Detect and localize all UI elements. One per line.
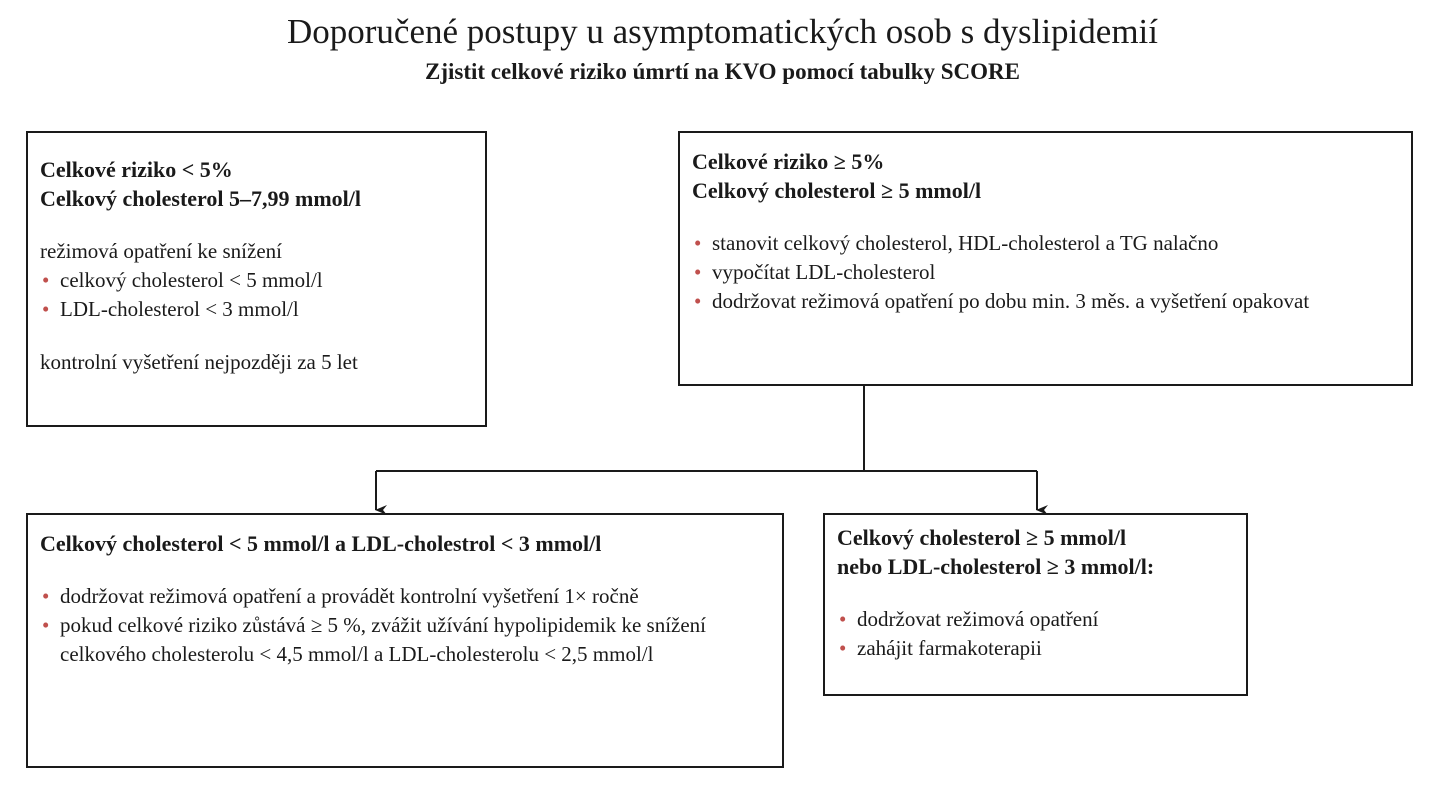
high-risk-heading-1: Celkové riziko ≥ 5% <box>692 149 885 174</box>
low-risk-bullets <box>40 266 475 324</box>
low-risk-intro: režimová opatření ke snížení <box>40 239 282 263</box>
target-not-met-bullets <box>837 605 1236 663</box>
list-item: • pokud celkové riziko zůstává ≥ 5 %, zvážit užívání hypolipidemik ke snížení celkového cholesterolu < 4,5 mmol/l a LDL-cholesterolu < 2,5 mmol/l <box>40 611 772 669</box>
list-item: • LDL-cholesterol < 3 mmol/l <box>40 295 475 324</box>
list-item: • celkový cholesterol < 5 mmol/l <box>40 266 475 295</box>
high-risk-heading-2: Celkový cholesterol ≥ 5 mmol/l <box>692 178 982 203</box>
target-not-met-heading-1: Celkový cholesterol ≥ 5 mmol/l <box>837 525 1127 550</box>
box-target-met <box>26 513 784 768</box>
low-risk-heading-1: Celkové riziko < 5% <box>40 157 233 182</box>
box-low-risk <box>26 131 487 427</box>
target-met-heading: Celkový cholesterol < 5 mmol/l a LDL-cholestrol < 3 mmol/l <box>40 531 602 556</box>
list-item: • vypočítat LDL-cholesterol <box>692 258 1401 287</box>
low-risk-footer: kontrolní vyšetření nejpozději za 5 let <box>40 350 358 374</box>
low-risk-heading-2: Celkový cholesterol 5–7,99 mmol/l <box>40 186 361 211</box>
box-high-risk <box>678 131 1413 386</box>
diagram-subtitle: Zjistit celkové riziko úmrtí na KVO pomocí tabulky SCORE <box>425 59 1020 84</box>
diagram-title: Doporučené postupy u asymptomatických osob s dyslipidemií <box>286 12 1158 51</box>
list-item: • stanovit celkový cholesterol, HDL-cholesterol a TG nalačno <box>692 229 1401 258</box>
list-item: • dodržovat režimová opatření <box>837 605 1236 634</box>
list-item: • zahájit farmakoterapii <box>837 634 1236 663</box>
target-met-bullets <box>40 582 772 669</box>
high-risk-bullets <box>692 229 1401 316</box>
list-item: • dodržovat režimová opatření a provádět kontrolní vyšetření 1× ročně <box>40 582 772 611</box>
list-item: • dodržovat režimová opatření po dobu min. 3 měs. a vyšetření opakovat <box>692 287 1401 316</box>
box-target-not-met <box>823 513 1248 696</box>
target-not-met-heading-2: nebo LDL-cholesterol ≥ 3 mmol/l: <box>837 554 1155 579</box>
